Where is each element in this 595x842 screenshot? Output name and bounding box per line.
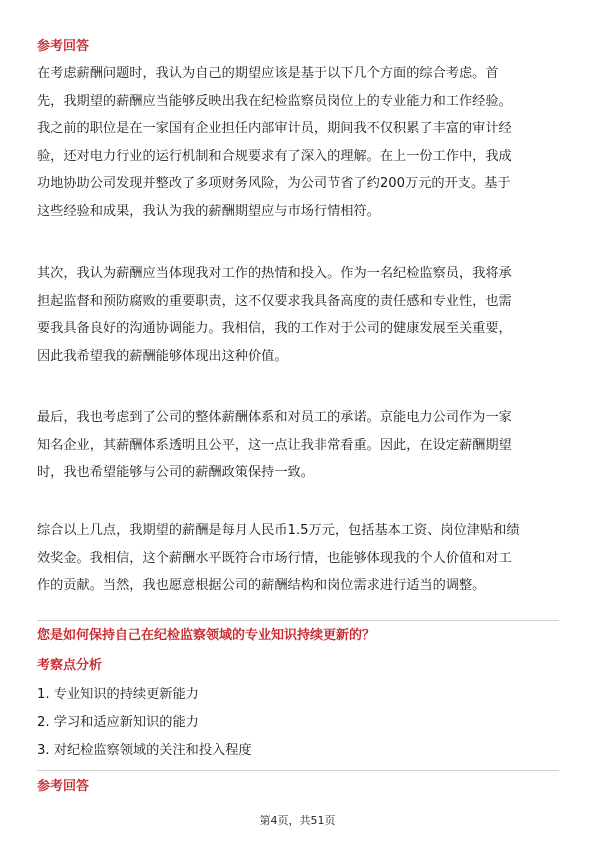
answer-paragraph-2 — [37, 260, 561, 370]
analysis-point: 3. 对纪检监察领域的关注和投入程度 — [37, 743, 252, 758]
text-line: 知名企业，其薪酬体系透明且公平，这一点让我非常看重。因此，在设定薪酬期望 — [37, 437, 512, 453]
answer-paragraph-1 — [37, 60, 561, 226]
text-line: 时，我也希望能够与公司的薪酬政策保持一致。 — [37, 465, 314, 481]
answer-heading: 参考回答 — [37, 39, 90, 54]
text-line: 我之前的职位是在一家国有企业担任内部审计员，期间我不仅积累了丰富的审计经 — [37, 121, 512, 137]
text-line: 担起监督和预防腐败的重要职责，这不仅要求我具备高度的责任感和专业性，也需 — [37, 293, 512, 309]
text-line: 综合以上几点，我期望的薪酬是每月人民币1.5万元，包括基本工资、岗位津贴和绩 — [37, 523, 520, 538]
text-line: 验，还对电力行业的运行机制和合规要求有了深入的理解。在上一份工作中，我成 — [37, 148, 512, 164]
page-number: 第4页，共51页 — [259, 814, 336, 827]
answer-paragraph-3 — [37, 404, 561, 487]
analysis-point: 1. 专业知识的持续更新能力 — [37, 687, 199, 702]
answer-paragraph-4 — [37, 517, 561, 600]
text-line: 最后，我也考虑到了公司的整体薪酬体系和对员工的承诺。京能电力公司作为一家 — [37, 410, 512, 425]
text-line: 效奖金。我相信，这个薪酬水平既符合市场行情，也能够体现我的个人价值和对工 — [37, 550, 512, 566]
text-line: 功地协助公司发现并整改了多项财务风险，为公司节省了约200万元的开支。基于 — [37, 176, 511, 192]
answer-heading: 参考回答 — [37, 779, 90, 794]
section-divider — [37, 770, 559, 771]
section-divider — [37, 620, 559, 621]
analysis-heading: 考察点分析 — [37, 658, 103, 673]
text-line: 这些经验和成果，我认为我的薪酬期望应与市场行情相符。 — [37, 203, 380, 219]
text-line: 要我具备良好的沟通协调能力。我相信，我的工作对于公司的健康发展至关重要， — [37, 321, 512, 337]
analysis-point: 2. 学习和适应新知识的能力 — [37, 715, 199, 730]
text-line: 在考虑薪酬问题时，我认为自己的期望应该是基于以下几个方面的综合考虑。首 — [37, 66, 499, 81]
text-line: 其次，我认为薪酬应当体现我对工作的热情和投入。作为一名纪检监察员，我将承 — [37, 266, 512, 281]
text-line: 因此我希望我的薪酬能够体现出这种价值。 — [37, 348, 288, 364]
text-line: 先，我期望的薪酬应当能够反映出我在纪检监察员岗位上的专业能力和工作经验。 — [37, 93, 512, 109]
text-line: 作的贡献。当然，我也愿意根据公司的薪酬结构和岗位需求进行适当的调整。 — [37, 578, 486, 594]
question-heading: 您是如何保持自己在纪检监察领域的专业知识持续更新的？ — [37, 628, 376, 643]
